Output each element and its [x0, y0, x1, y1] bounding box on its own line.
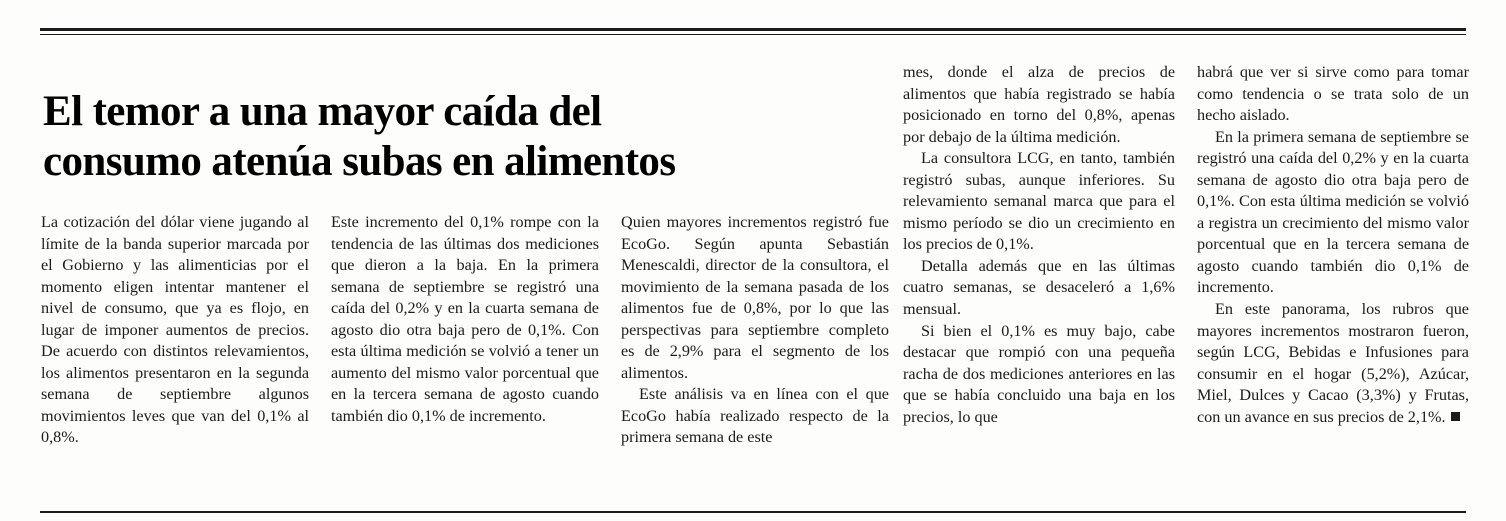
- paragraph: Este incremento del 0,1% rompe con la tendencia de las últimas dos mediciones que dieron a la baja. En la primera semana de septiembre se registró una caída del 0,2% y en la cuarta semana de agosto dio otra baja pero de 0,1%. Con esta última medición se volvió a tener un aumento del mismo valor porcentual que en la tercera semana de agosto cuando también dio 0,1% de incremento.: [331, 213, 599, 425]
- top-double-rule: [40, 28, 1466, 35]
- paragraph: Quien mayores incrementos registró fue EcoGo. Según apunta Sebastián Menescaldi, director de la consultora, el movimiento de la semana pasada de los alimentos fue de 0,8%, por lo que las perspectivas para septiembre completo es de 2,9% para el segmento de los alimentos.: [621, 213, 889, 382]
- paragraph: En la primera semana de septiembre se registró una caída del 0,2% y en la cuarta semana de agosto dio otra baja pero de 0,1%. Con esta última medición se volvió a registra un crecimiento del mismo valor porcentual que en la tercera semana de agosto cuando también dio 0,1% de incremento.: [1197, 127, 1469, 297]
- paragraph: Si bien el 0,1% es muy bajo, cabe destacar que rompió con una pequeña racha de dos mediciones anteriores en las que se había concluido una baja en los precios, lo que: [903, 321, 1175, 426]
- paragraph: habrá que ver si sirve como para tomar como tendencia o se trata solo de un hecho aislado.: [1197, 63, 1469, 125]
- article-column-2: [331, 212, 599, 449]
- bottom-rule: [40, 511, 1466, 513]
- headline-line-2: consumo atenúa subas en alimentos: [43, 138, 676, 186]
- page-title: [43, 87, 873, 188]
- rule-thick: [40, 28, 1466, 31]
- paragraph: La consultora LCG, en tanto, también registró subas, aunque inferiores. Su relevamiento semanal marca que para el mismo período se dio un crecimiento en los precios de 0,1%.: [903, 149, 1175, 254]
- article-body-right-columns: [903, 62, 1469, 428]
- paragraph: Este análisis va en línea con el que EcoGo había realizado respecto de la primera semana de este: [621, 385, 889, 447]
- article-column-3: [621, 212, 889, 449]
- headline-line-1: El temor a una mayor caída del: [43, 87, 602, 135]
- paragraph-last: [1197, 299, 1469, 428]
- article-column-5: [1197, 62, 1469, 428]
- end-of-article-square: [1451, 412, 1460, 421]
- paragraph: mes, donde el alza de precios de alimentos que había registrado se había posicionado en torno del 0,8%, apenas por debajo de la última medición.: [903, 63, 1175, 146]
- article-column-4: [903, 62, 1175, 428]
- rule-thin: [40, 34, 1466, 35]
- paragraph-text: En este panorama, los rubros que mayores incrementos mostraron fueron, según LCG, Bebidas e Infusiones para consumir en el hogar (5,2%), Azúcar, Miel, Dulces y Cacao (3,3%) y Frutas, con un avance en sus precios de 2,1%.: [1197, 300, 1469, 426]
- article-column-1: [41, 212, 309, 449]
- paragraph: La cotización del dólar viene jugando al límite de la banda superior marcada por el Gobierno y las alimenticias por el momento eligen intentar mantener el nivel de consumo, que ya es flojo, en lugar de imponer aumentos de precios. De acuerdo con distintos relevamientos, los alimentos presentaron en la segunda semana de septiembre algunos movimientos leves que van del 0,1% al 0,8%.: [41, 213, 309, 447]
- paragraph: Detalla además que en las últimas cuatro semanas, se desaceleró a 1,6% mensual.: [903, 256, 1175, 319]
